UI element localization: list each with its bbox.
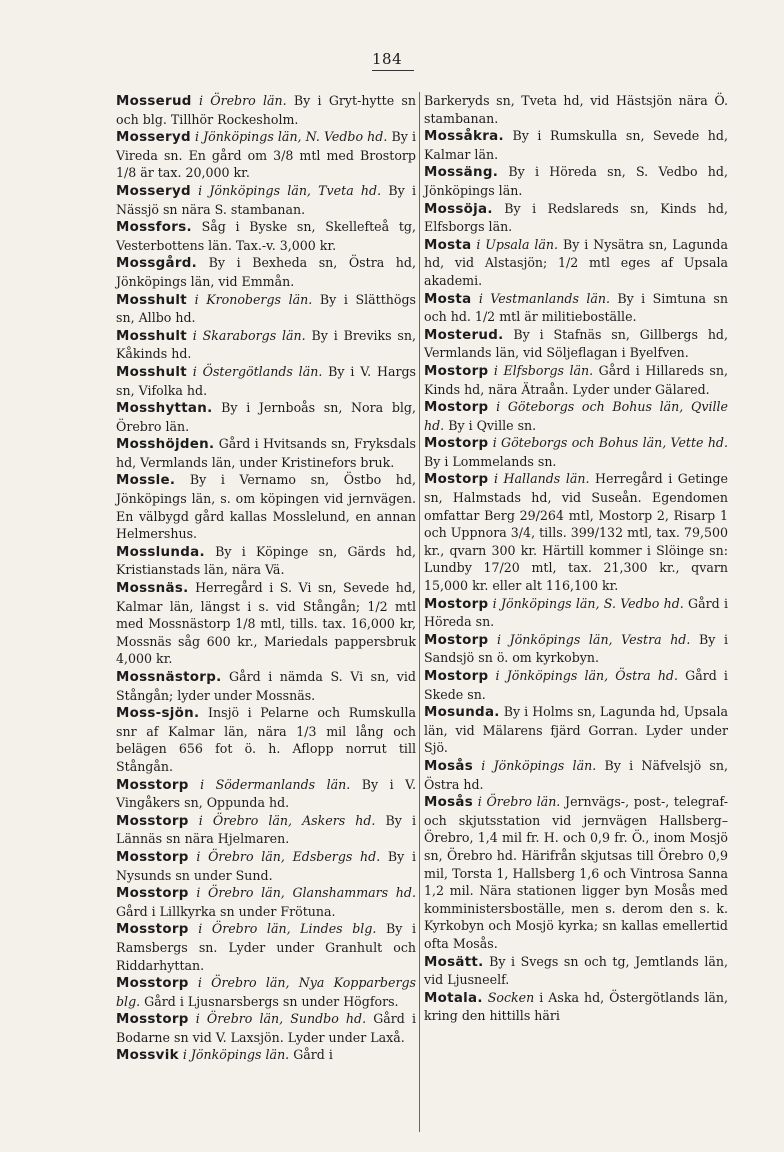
entry-text: Herregård i S. Vi sn, Sevede hd, Kalmar län, längst i s. vid Stångån; 1/2 mtl med Mossnästorp 1/8 mtl, tills. tax. 16,000 kr, Mossnäs såg 600 kr., Mariedals pappersbruk 4,000 kr. [116, 580, 416, 667]
entry-text: Jernvägs-, post-, telegraf- och skjutsstation vid jernvägen Hallsberg–Örebro, 1,4 mil fr. H. och 0,9 fr. Ö., inom Mosjö sn, Örebro hd. Härifrån skjutsas till Örebro 0,9 mil, Torsta 1, Hallsberg 1,6 och Vintrosa Sanna 1,2 mil. Nära stationen ligger byn Mosås med komministersboställe, men s. derom den s. k. Kyrkobyn och Mosjö kyrka; sn kallas emellertid ofta Mosås. [424, 794, 728, 951]
entry-headword: Mosstorp [116, 976, 189, 992]
entry-headword: Mosunda. [424, 705, 500, 721]
entry-text: By i Köpinge sn, Gärds hd, Kristianstads län, nära Vä. [116, 543, 416, 578]
dictionary-entry [424, 398, 728, 434]
entry-text: By i Holms sn, Lagunda hd, Upsala län, vid Mälarens fjärd Gorran. Lyder under Sjö. [424, 704, 728, 756]
dictionary-entry [116, 848, 416, 884]
dictionary-entry [424, 595, 728, 631]
entry-headword: Mosta [424, 237, 472, 253]
entry-location: i Örebro län. [198, 93, 287, 108]
dictionary-entry [116, 704, 416, 775]
entry-location: i Örebro län, Glanshammars hd. [196, 885, 416, 901]
entry-text: By i Gryt-hytte sn och blg. Tillhör Rockesholm. [116, 93, 417, 127]
dictionary-entry [116, 776, 416, 812]
entry-headword: Mostorp [424, 400, 489, 416]
entry-headword: Mosås [424, 795, 474, 811]
entry-headword: Mossöja. [424, 201, 493, 217]
entry-headword: Mossnäs. [116, 581, 189, 597]
entry-text: Gård i Hillareds sn, Kinds hd, nära Ätraån. Lyder under Gälared. [424, 362, 728, 397]
entry-text: Gård i Höreda sn. [424, 595, 728, 630]
entry-text: By i Rumskulla sn, Sevede hd, Kalmar län. [424, 128, 728, 162]
entry-headword: Mosshult [116, 328, 187, 344]
dictionary-entry [424, 163, 728, 199]
right-column [424, 92, 728, 1025]
entry-headword: Mosserud [116, 94, 192, 109]
page-number: 184 [372, 50, 403, 68]
entry-headword: Mossåkra. [424, 129, 504, 145]
entry-location: i Vestmanlands län. [478, 290, 610, 306]
entry-text: By i Svegs sn och tg, Jemtlands län, vid Ljusneelf. [424, 953, 728, 988]
dictionary-entry [424, 362, 728, 398]
entry-location: i Södermanlands län. [200, 776, 351, 792]
entry-headword: Mosshyttan. [116, 401, 213, 417]
entry-text: By i Redslareds sn, Kinds hd, Elfsborgs län. [424, 200, 728, 235]
entry-text: Herregård i Getinge sn, Halmstads hd, vid Suseån. Egendomen omfattar Berg 29/264 mtl, Mostorp 2, Risarp 1 och Uppnora 3/4, tills. 399/132 mtl, tax. 79,500 kr., qvarn 300 kr. Härtill kommer i Slöinge sn: Lundby 17/20 mtl, tax. 21,300 kr., qvarn 15,000 kr. eller alt 116,100 kr. [424, 471, 729, 594]
entry-headword: Mossle. [116, 473, 176, 489]
entry-text: Gård i nämda S. Vi sn, vid Stångån; lyder under Mossnäs. [116, 669, 416, 703]
dictionary-entry [116, 435, 416, 471]
entry-location: i Örebro län, Sundbo hd. [195, 1011, 367, 1027]
dictionary-entry [116, 543, 416, 579]
dictionary-entry [424, 127, 728, 163]
entry-text: Gård i Lillkyrka sn under Frötuna. [116, 903, 336, 919]
entry-headword: Mosta [424, 291, 472, 307]
entry-text: Gård i Bodarne sn vid V. Laxsjön. Lyder under Laxå. [116, 1011, 416, 1045]
entry-location: i Örebro län, Nya Kopparbergs blg. [116, 975, 416, 1009]
entry-headword: Mosätt. [424, 954, 484, 970]
entry-text: Gård i Ljusnarsbergs sn under Högfors. [144, 993, 399, 1009]
entry-headword: Mosstorp [116, 849, 189, 865]
dictionary-entry [116, 920, 416, 974]
entry-headword: Mostorp [424, 669, 489, 684]
entry-location: i Jönköpings län, S. Vedbo hd. [492, 595, 684, 611]
left-column [116, 92, 416, 1065]
dictionary-entry [116, 471, 416, 542]
entry-headword: Mosås [424, 758, 474, 774]
dictionary-entry [424, 290, 728, 326]
entry-text: By i Jernboås sn, Nora blg, Örebro län. [116, 400, 416, 434]
entry-text: Såg i Byske sn, Skellefteå tg, Vesterbottens län. Tax.-v. 3,000 kr. [116, 219, 416, 253]
entry-location: i Jönköpings län, Tveta hd. [198, 182, 382, 198]
dictionary-entry [116, 668, 416, 704]
entry-headword: Mosstorp [116, 1012, 189, 1028]
entry-text: By i Nässjö sn nära S. stambanan. [116, 182, 416, 217]
entry-headword: Mosshöjden. [116, 437, 215, 453]
entry-text: Barkeryds sn, Tveta hd, vid Hästsjön nära Ö. stambanan. [424, 93, 728, 126]
entry-location: i Hallands län. [493, 471, 590, 487]
dictionary-entry [424, 434, 728, 470]
entry-headword: Motala. [424, 990, 483, 1006]
entry-text: Insjö i Pelarne och Rumskulla snr af Kalmar län, nära 1/3 mil lång och belägen 656 fot ö. h. Aflopp norrut till Stångån. [116, 705, 416, 774]
dictionary-entry [116, 399, 416, 435]
dictionary-entry [424, 200, 728, 236]
dictionary-entry [424, 793, 728, 952]
entry-location: i Jönköpings län. [481, 757, 597, 773]
dictionary-entry [424, 667, 728, 703]
entry-headword: Mostorp [424, 632, 489, 648]
entry-text: By i Vireda sn. En gård om 3/8 mtl med Brostorp 1/8 är tax. 20,000 kr. [116, 129, 416, 181]
dictionary-entry [424, 92, 728, 127]
dictionary-entry [116, 218, 416, 254]
dictionary-entry [116, 974, 416, 1010]
dictionary-entry [116, 327, 416, 363]
entry-location: i Örebro län, Edsbergs hd. [196, 848, 381, 864]
entry-headword: Mosseryd [116, 183, 191, 199]
dictionary-entry [424, 757, 728, 793]
entry-text: Gård i Hvitsands sn, Fryksdals hd, Vermlands län, under Kristinefors bruk. [116, 436, 416, 470]
entry-location: i Örebro län, Askers hd. [198, 812, 376, 828]
entry-headword: Mostorp [424, 472, 489, 488]
dictionary-entry [116, 1010, 416, 1046]
dictionary-entry [116, 92, 416, 128]
entry-text: By i Nysätra sn, Lagunda hd, vid Alstasjön; 1/2 mtl eges af Upsala akademi. [424, 236, 728, 288]
dictionary-entry [116, 182, 416, 218]
dictionary-entry [116, 579, 416, 668]
entry-location: i Upsala län. [476, 236, 559, 252]
entry-text: By i Nysunds sn under Sund. [116, 848, 417, 883]
entry-location: i Jönköpings län, Östra hd. [495, 668, 678, 683]
entry-headword: Mossvik [116, 1048, 179, 1064]
entry-headword: Mosslunda. [116, 544, 205, 560]
entry-headword: Mosshult [116, 364, 187, 380]
dictionary-entry [424, 236, 728, 290]
entry-location: i Kronobergs län. [194, 291, 313, 307]
dictionary-entry [116, 128, 416, 182]
dictionary-entry [424, 989, 728, 1025]
entry-text: By i V. Hargs sn, Vifolka hd. [116, 363, 416, 398]
entry-headword: Mossnästorp. [116, 670, 222, 685]
page-number-rule [372, 70, 414, 71]
entry-headword: Mostorp [424, 596, 489, 612]
entry-text: By i Qville sn. [448, 417, 537, 433]
dictionary-entry [424, 470, 728, 594]
entry-location: i Örebro län. [477, 794, 561, 810]
entry-location: i Göteborgs och Bohus län, Vette hd. [492, 435, 728, 451]
entry-headword: Mossfors. [116, 220, 192, 236]
entry-text: Gård i Skede sn. [424, 668, 728, 702]
entry-location: i Göteborgs och Bohus län, Qville hd. [424, 399, 728, 433]
dictionary-entry [116, 884, 416, 920]
entry-text: Gård i [293, 1047, 333, 1063]
entry-headword: Moss-sjön. [116, 706, 200, 722]
entry-text: By i Lommelands sn. [424, 453, 557, 469]
entry-text: i Aska hd, Östergötlands län, kring den hittills häri [424, 989, 728, 1024]
entry-headword: Mossgård. [116, 256, 198, 272]
entry-location: i Jönköpings län. [182, 1047, 290, 1063]
entry-headword: Mostorp [424, 436, 489, 452]
dictionary-entry [424, 703, 728, 757]
entry-headword: Mosseryd [116, 130, 191, 146]
entry-text: By i Näfvelsjö sn, Östra hd. [424, 757, 728, 792]
entry-text: By i Sandsjö sn ö. om kyrkobyn. [424, 631, 728, 666]
dictionary-entry [116, 812, 416, 848]
entry-location: i Elfsborgs län. [493, 362, 594, 378]
entry-headword: Mosstorp [116, 777, 189, 793]
entry-location: i Jönköpings län, Vestra hd. [497, 631, 691, 647]
entry-text: By i Vernamo sn, Östbo hd, Jönköpings län, s. om köpingen vid jernvägen. En välbygd gård kallas Mosslelund, en annan Helmershus. [116, 472, 416, 542]
entry-headword: Mosshult [116, 292, 187, 308]
entry-text: By i Stafnäs sn, Gillbergs hd, Vermlands län, vid Söljeflagan i Byelfven. [424, 326, 728, 361]
entry-text: By i Bexheda sn, Östra hd, Jönköpings län, vid Emmån. [116, 255, 416, 289]
dictionary-entry [116, 291, 416, 327]
entry-headword: Mosstorp [116, 886, 189, 902]
dictionary-entry [116, 254, 416, 290]
entry-location: i Jönköpings län, N. Vedbo hd. [194, 129, 388, 145]
entry-text: By i Simtuna sn och hd. 1/2 mtl är militieboställe. [424, 290, 728, 325]
entry-location: i Örebro län, Lindes blg. [198, 921, 377, 937]
entry-headword: Mossäng. [424, 165, 499, 181]
entry-text: By i Lännäs sn nära Hjelmaren. [116, 812, 416, 847]
entry-headword: Mosstorp [116, 813, 189, 829]
entry-text: By i Höreda sn, S. Vedbo hd, Jönköpings län. [424, 164, 728, 198]
entry-location: i Skaraborgs län. [192, 327, 306, 343]
column-divider [419, 92, 420, 1132]
entry-location: i Östergötlands län. [192, 363, 323, 379]
dictionary-entry [424, 953, 728, 989]
dictionary-entry [424, 326, 728, 362]
dictionary-entry [116, 1046, 416, 1065]
dictionary-entry [424, 631, 728, 667]
entry-text: By i Ramsbergs sn. Lyder under Granhult och Riddarhyttan. [116, 921, 416, 973]
entry-headword: Mosstorp [116, 922, 189, 938]
entry-headword: Mostorp [424, 363, 489, 379]
entry-text: By i V. Vingåkers sn, Oppunda hd. [116, 776, 416, 811]
entry-headword: Mosterud. [424, 327, 504, 343]
entry-location: Socken [487, 989, 535, 1005]
entry-text: By i Breviks sn, Kåkinds hd. [116, 327, 416, 362]
entry-text: By i Slätthögs sn, Allbo hd. [116, 291, 416, 326]
dictionary-entry [116, 363, 416, 399]
